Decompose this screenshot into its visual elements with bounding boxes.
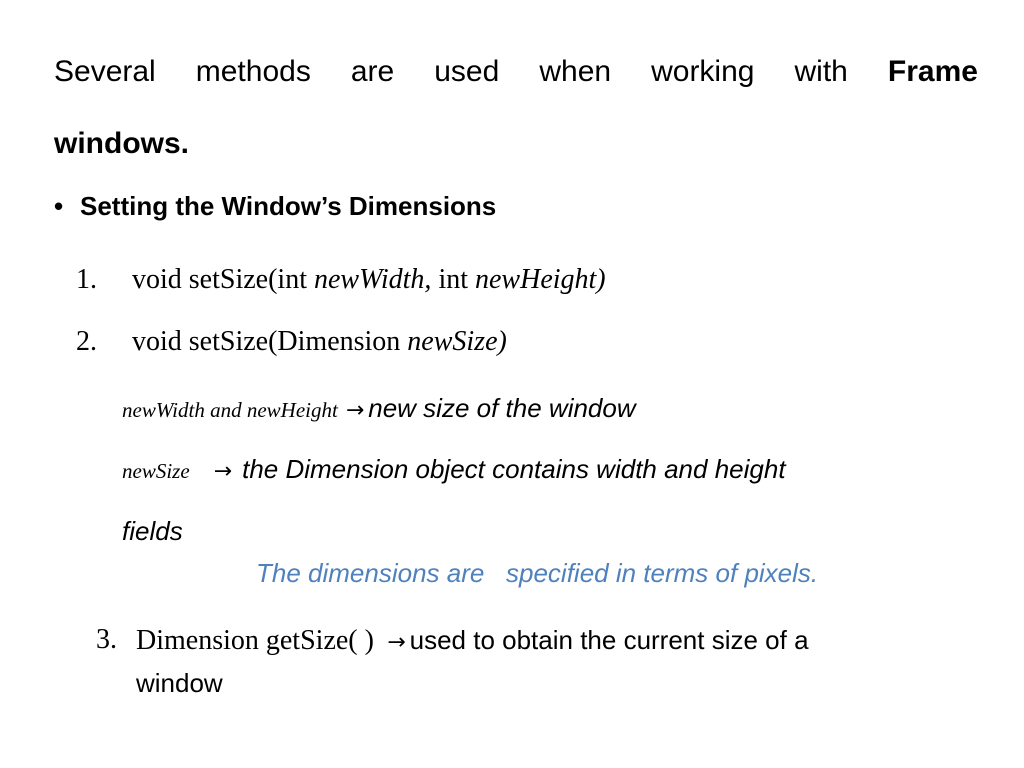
method-item-1 bbox=[76, 262, 876, 302]
arrow-right-icon: → bbox=[387, 630, 406, 655]
method-number: 1. bbox=[76, 264, 97, 295]
bullet-heading: Setting the Window’s Dimensions bbox=[80, 191, 497, 221]
intro-word: working bbox=[651, 55, 755, 88]
note-term: newSize bbox=[122, 459, 190, 483]
intro-word: used bbox=[434, 55, 500, 88]
arrow-right-icon: → bbox=[213, 459, 233, 484]
note-term: newWidth and newHeight bbox=[122, 398, 338, 422]
intro-word: Several bbox=[54, 55, 156, 88]
item3-line-1 bbox=[136, 622, 809, 661]
note-new-size bbox=[122, 391, 636, 428]
bullet-symbol: • bbox=[54, 191, 64, 221]
method-signature bbox=[132, 324, 507, 360]
section-bullet bbox=[54, 188, 496, 224]
note-dimension-object bbox=[122, 452, 786, 489]
method-param: newWidth, bbox=[313, 264, 432, 295]
method-middle: int bbox=[431, 264, 475, 295]
note-description: the Dimension object contains width and height bbox=[242, 454, 786, 484]
note-continuation: fields bbox=[122, 516, 183, 546]
intro-line-1 bbox=[54, 52, 978, 92]
method-param: newHeight) bbox=[475, 264, 606, 295]
intro-bold-word: Frame bbox=[887, 55, 978, 88]
intro-word: with bbox=[794, 55, 848, 88]
method-signature bbox=[132, 262, 606, 298]
intro-word: when bbox=[539, 55, 612, 88]
method-signature: Dimension getSize( ) bbox=[136, 625, 374, 656]
method-param: newSize) bbox=[407, 326, 507, 357]
note-description: new size of the window bbox=[368, 393, 636, 423]
pixels-note: The dimensions are specified in terms of pixels. bbox=[256, 558, 819, 588]
intro-word: methods bbox=[195, 55, 311, 88]
method-item-2 bbox=[76, 324, 876, 364]
method-number: 2. bbox=[76, 326, 97, 357]
method-prefix: void setSize(Dimension bbox=[132, 326, 408, 357]
item3-description: used to obtain the current size of a bbox=[409, 625, 809, 655]
item3-continuation: window bbox=[136, 668, 223, 698]
intro-word: are bbox=[350, 55, 395, 88]
method-number: 3. bbox=[96, 624, 117, 655]
intro-line-2: windows. bbox=[54, 127, 189, 160]
method-item-3 bbox=[96, 622, 996, 702]
method-prefix: void setSize(int bbox=[132, 264, 314, 295]
arrow-right-icon: → bbox=[345, 398, 365, 423]
